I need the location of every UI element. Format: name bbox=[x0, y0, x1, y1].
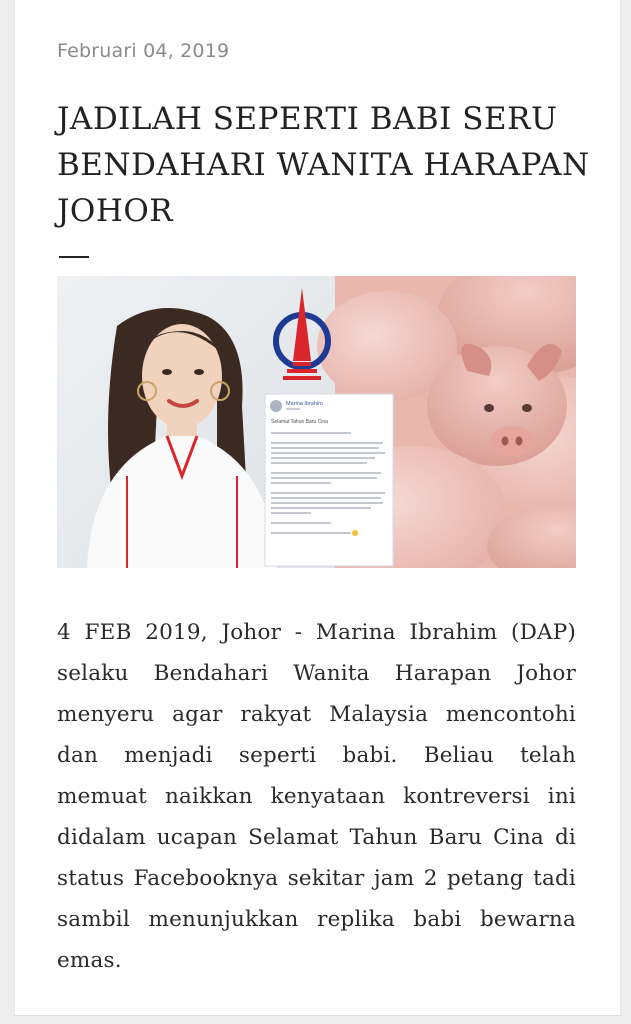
fb-text-line bbox=[271, 502, 383, 504]
title-divider bbox=[59, 256, 89, 258]
fb-text-line bbox=[271, 447, 379, 449]
fb-text-line bbox=[271, 457, 375, 459]
fb-text-line bbox=[271, 477, 377, 479]
pig-nostril bbox=[502, 437, 509, 446]
post-body: 4 FEB 2019, Johor - Marina Ibrahim (DAP) selaku Bendahari Wanita Harapan Johor menyeru agar rakyat Malaysia mencontohi dan menjadi seperti babi. Beliau telah memuat naikkan kenyataan kontreversi ini didalam ucapan Selamat Tahun Baru Cina di status Facebooknya sekitar jam 2 petang tadi sambil menunjukkan replika babi bewarna emas. bbox=[57, 620, 576, 973]
post-date: Februari 04, 2019 bbox=[57, 40, 230, 62]
fb-post-greeting: Selamat Tahun Baru Cina bbox=[271, 419, 328, 425]
fb-post-meta bbox=[286, 408, 300, 410]
fb-text-line bbox=[271, 472, 381, 474]
featured-image-illustration bbox=[57, 276, 576, 568]
portrait-face bbox=[142, 324, 222, 428]
dap-logo-rocket-base bbox=[293, 362, 311, 366]
fb-text-line bbox=[271, 497, 381, 499]
fb-text-line bbox=[271, 532, 351, 534]
fb-text-line bbox=[271, 522, 331, 524]
pig-eye bbox=[522, 404, 532, 412]
pig-nostril bbox=[516, 437, 523, 446]
fb-emoji bbox=[352, 530, 358, 536]
post-featured-image[interactable] bbox=[57, 276, 576, 568]
post-card bbox=[14, 0, 621, 1016]
fb-text-line bbox=[271, 452, 385, 454]
fb-text-line bbox=[271, 512, 311, 514]
fb-post-author: Marina Ibrahim bbox=[286, 401, 323, 407]
fb-text-line bbox=[271, 507, 371, 509]
fb-text-line bbox=[271, 492, 385, 494]
portrait-eye bbox=[162, 369, 172, 375]
fb-text-line bbox=[271, 462, 367, 464]
dap-logo-rocket-base bbox=[283, 376, 321, 380]
pig-eye bbox=[484, 404, 494, 412]
fb-text-line bbox=[271, 482, 331, 484]
pig-snout bbox=[490, 426, 534, 456]
fb-avatar bbox=[270, 400, 282, 412]
fb-text-line bbox=[271, 442, 383, 444]
dap-logo-rocket-base bbox=[287, 369, 317, 373]
facebook-post-screenshot bbox=[265, 394, 393, 566]
portrait-eye bbox=[194, 369, 204, 375]
post-title[interactable]: JADILAH SEPERTI BABI SERU BENDAHARI WANITA HARAPAN JOHOR bbox=[57, 101, 590, 229]
fb-text-line bbox=[271, 432, 351, 434]
